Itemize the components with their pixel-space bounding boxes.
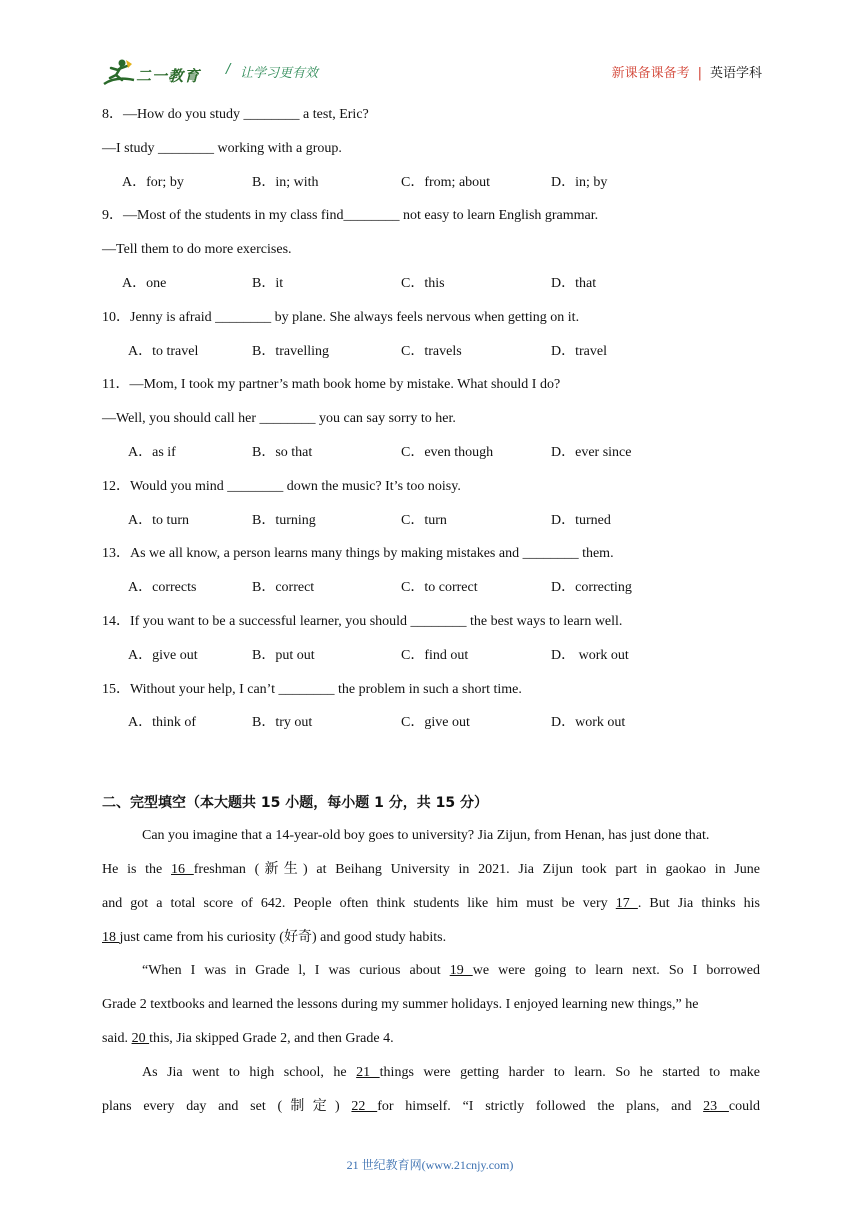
question-stem: —I study ________ working with a group.	[102, 141, 342, 156]
passage-line	[102, 929, 760, 947]
passage-text: for himself. “I strictly followed the plans, and	[377, 1099, 704, 1114]
passage-line	[102, 861, 760, 879]
option-d: D．travel	[551, 344, 607, 359]
question-stem: 8．—How do you study ________ a test, Eric?	[102, 107, 369, 122]
page-footer[interactable]: 21 世纪教育网(www.21cnjy.com)	[346, 1158, 514, 1172]
question-stem: 10．Jenny is afraid ________ by plane. She always feels nervous when getting on it.	[102, 310, 580, 325]
option-d: D．in; by	[551, 175, 608, 190]
option-b: B．it	[252, 276, 284, 291]
option-c: C．turn	[401, 513, 447, 528]
passage-text: As Jia went to high school, he	[142, 1065, 357, 1080]
section-title: 二、完型填空（本大题共 15 小题，每小题 1 分，共 15 分）	[102, 795, 488, 811]
blank-19: 19	[449, 963, 473, 978]
header-subject-label: 英语学科	[709, 66, 762, 81]
blank-18: 18	[102, 930, 120, 945]
logo	[102, 58, 212, 88]
passage-text: things were getting harder to learn. So he started to make	[379, 1065, 760, 1080]
option-a: A．think of	[128, 715, 197, 730]
option-b: B．put out	[252, 648, 315, 663]
runner-logo-icon	[102, 58, 136, 88]
passage-text: just came from his curiosity (好奇) and good study habits.	[119, 930, 447, 945]
option-a: A．to travel	[128, 344, 199, 359]
option-a: A．for; by	[122, 175, 184, 190]
option-a: A．give out	[128, 648, 198, 663]
option-a: A．one	[122, 276, 167, 291]
passage-text: could	[728, 1099, 761, 1114]
header-right	[612, 62, 762, 81]
blank-20: 20	[131, 1031, 150, 1046]
option-c: C．give out	[401, 715, 470, 730]
option-a: A．to turn	[128, 513, 190, 528]
option-d: D．that	[551, 276, 597, 291]
option-a: A．corrects	[128, 580, 197, 595]
blank-23: 23	[703, 1099, 729, 1114]
passage-line: Grade 2 textbooks and learned the lessons during my summer holidays. I enjoyed learning new things,” he	[102, 997, 699, 1012]
option-c: C．travels	[401, 344, 462, 359]
question-stem: 9．—Most of the students in my class find________ not easy to learn English grammar.	[102, 208, 599, 223]
passage-text: we were going to learn next. So I borrowed	[472, 963, 761, 978]
option-b: B．so that	[252, 445, 313, 460]
question-stem: 13．As we all know, a person learns many things by making mistakes and ________ them.	[102, 546, 614, 561]
header-divider: |	[697, 66, 702, 81]
blank-22: 22	[351, 1099, 378, 1114]
passage-text: . But Jia thinks his	[637, 896, 760, 911]
option-c: C．from; about	[401, 175, 491, 190]
blank-16: 16	[171, 862, 194, 877]
option-c: C．even though	[401, 445, 494, 460]
option-b: B．in; with	[252, 175, 319, 190]
passage-line: Can you imagine that a 14-year-old boy goes to university? Jia Zijun, from Henan, has just done that.	[142, 828, 710, 843]
passage-text: plans every day and set (制定)	[102, 1099, 352, 1114]
page-header	[102, 52, 762, 92]
option-b: B．travelling	[252, 344, 329, 359]
question-stem: —Well, you should call her ________ you can say sorry to her.	[102, 411, 456, 426]
passage-line	[102, 1098, 760, 1116]
passage-line	[102, 1030, 760, 1048]
passage-text: freshman (新生) at Beihang University in 2021. Jia Zijun took part in gaokao in June	[193, 862, 761, 877]
slogan: 让学习更有效	[240, 66, 319, 81]
option-c: C．find out	[401, 648, 469, 663]
blank-21: 21	[356, 1065, 380, 1080]
option-b: B．turning	[252, 513, 316, 528]
passage-text: said.	[102, 1031, 132, 1046]
question-stem: —Tell them to do more exercises.	[102, 242, 292, 257]
header-course-label: 新课备课备考	[611, 66, 690, 81]
passage-line	[142, 1064, 760, 1082]
passage-text: “When I was in Grade l, I was curious about	[142, 963, 450, 978]
passage-text: and got a total score of 642. People often think students like him must be very	[102, 896, 616, 911]
option-d: D． work out	[551, 648, 629, 663]
option-d: D．ever since	[551, 445, 632, 460]
blank-17: 17	[615, 896, 638, 911]
option-d: D．correcting	[551, 580, 632, 595]
option-c: C．to correct	[401, 580, 478, 595]
option-d: D．turned	[551, 513, 611, 528]
question-stem: 15．Without your help, I can’t ________ the problem in such a short time.	[102, 682, 522, 697]
question-stem: 12．Would you mind ________ down the music? It’s too noisy.	[102, 479, 461, 494]
question-stem: 14．If you want to be a successful learner, you should ________ the best ways to learn well.	[102, 614, 623, 629]
question-stem: 11．—Mom, I took my partner’s math book home by mistake. What should I do?	[102, 377, 561, 392]
option-b: B．correct	[252, 580, 315, 595]
passage-text: this, Jia skipped Grade 2, and then Grade 4.	[149, 1031, 394, 1046]
passage-line	[102, 895, 760, 913]
option-a: A．as if	[128, 445, 176, 460]
passage-line	[142, 962, 760, 980]
slogan-separator: /	[226, 62, 231, 77]
passage-text: He is the	[102, 862, 172, 877]
option-c: C．this	[401, 276, 445, 291]
option-d: D．work out	[551, 715, 626, 730]
logo-text: 二一教育	[136, 67, 201, 85]
option-b: B．try out	[252, 715, 313, 730]
